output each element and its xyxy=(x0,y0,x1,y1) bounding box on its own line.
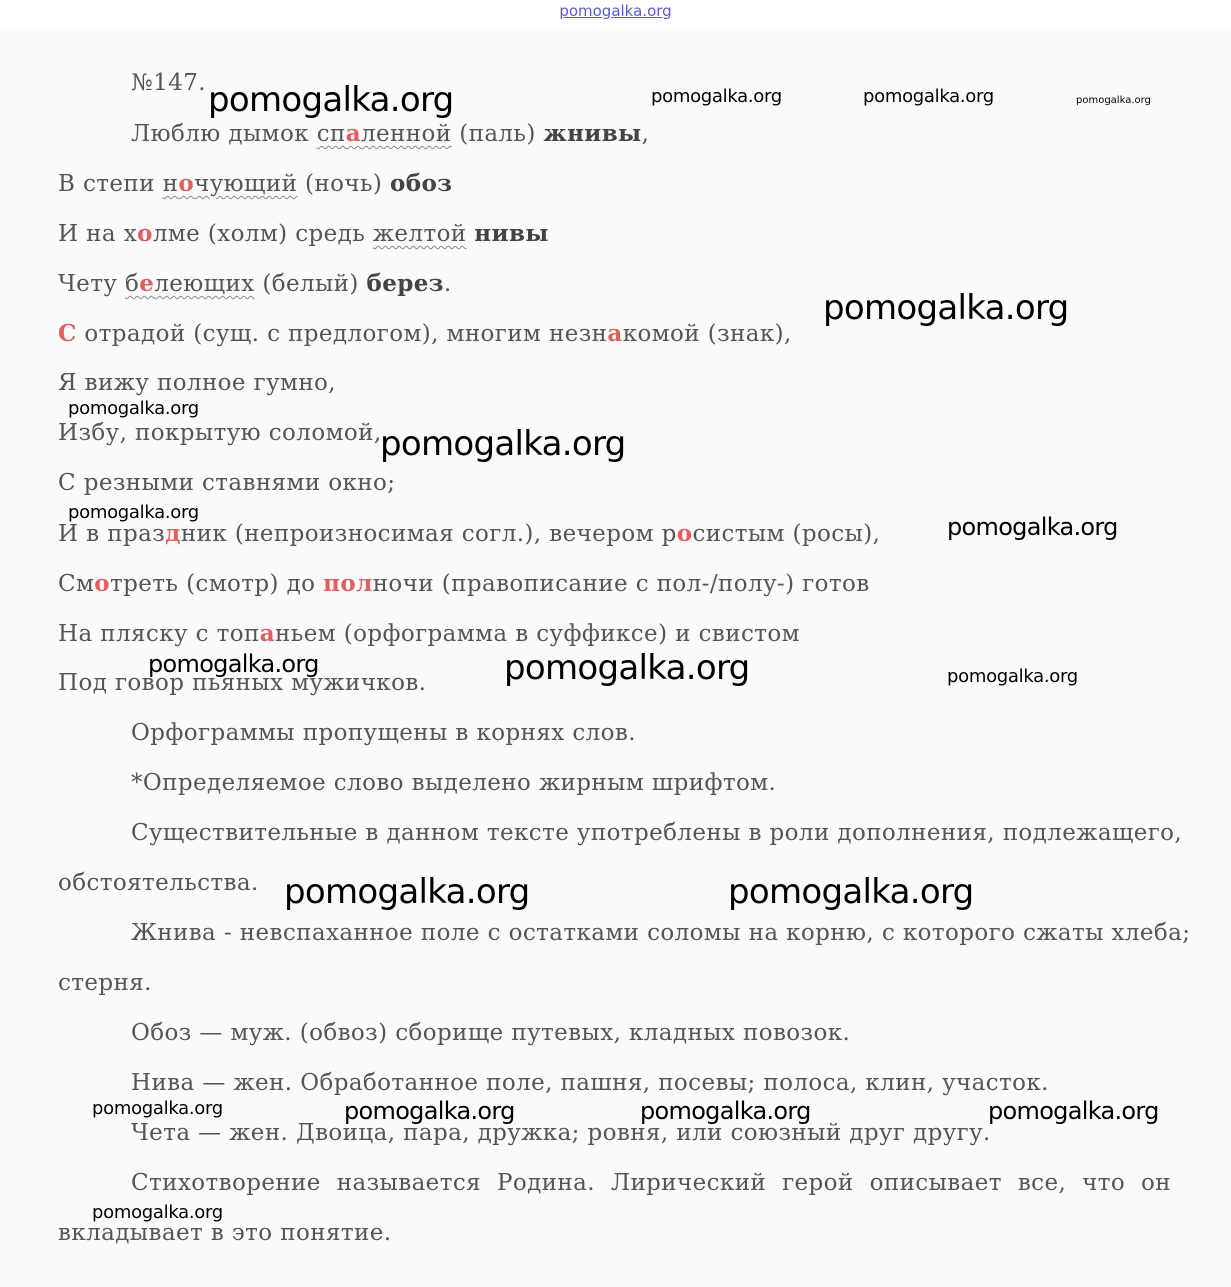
poem-line-6: Я вижу полное гумно, xyxy=(58,370,337,396)
defined-word: жнивы xyxy=(543,120,642,147)
note-niva: Нива — жен. Обработанное поле, пашня, посевы; полоса, клин, участок. xyxy=(131,1070,1049,1096)
watermark: pomogalka.org xyxy=(947,666,1078,687)
missing-letter: а xyxy=(607,320,623,347)
poem-line-4: Чету белеющих (белый) берез. xyxy=(58,270,452,297)
poem-line-1: Люблю дымок спаленной (паль) жнивы, xyxy=(131,120,650,147)
watermark: pomogalka.org xyxy=(504,648,750,688)
missing-letter: пол xyxy=(323,570,373,597)
site-link[interactable]: pomogalka.org xyxy=(559,2,672,20)
underlined-word: белеющих xyxy=(124,270,255,297)
underlined-word: спаленной xyxy=(316,120,452,147)
underlined-word: ночующий xyxy=(162,170,298,197)
note-zhniva-cont: стерня. xyxy=(58,970,152,996)
note-bold: *Определяемое слово выделено жирным шрифтом. xyxy=(131,770,777,796)
poem-line-5: С отрадой (сущ. с предлогом), многим незнакомой (знак), xyxy=(58,320,792,347)
missing-letter: С xyxy=(58,320,77,347)
note-oboz: Обоз — муж. (обвоз) сборище путевых, кладных повозок. xyxy=(131,1020,851,1046)
poem-line-10: Смотреть (смотр) до полночи (правописание с пол-/полу-) готов xyxy=(58,570,870,597)
watermark: pomogalka.org xyxy=(92,1098,223,1119)
watermark: pomogalka.org xyxy=(863,86,994,107)
watermark: pomogalka.org xyxy=(92,1202,223,1223)
watermark: pomogalka.org xyxy=(651,86,782,107)
watermark: pomogalka.org xyxy=(1076,95,1151,106)
note-conclusion-cont: вкладывает в это понятие. xyxy=(58,1220,392,1246)
poem-line-8: С резными ставнями окно; xyxy=(58,470,396,496)
note-nouns: Существительные в данном тексте употреблены в роли дополнения, подлежащего, xyxy=(131,820,1183,846)
missing-letter: д xyxy=(165,520,181,547)
exercise-number: №147. xyxy=(131,70,206,96)
watermark: pomogalka.org xyxy=(68,502,199,523)
poem-line-12: Под говор пьяных мужичков. xyxy=(58,670,427,696)
missing-letter: а xyxy=(345,120,362,147)
watermark: pomogalka.org xyxy=(988,1097,1159,1125)
watermark: pomogalka.org xyxy=(68,398,199,419)
underlined-word: желтой xyxy=(372,221,467,247)
watermark: pomogalka.org xyxy=(823,288,1069,328)
missing-letter: е xyxy=(139,270,155,297)
defined-word: обоз xyxy=(390,170,453,197)
watermark: pomogalka.org xyxy=(208,80,454,120)
missing-letter: а xyxy=(259,620,276,647)
watermark: pomogalka.org xyxy=(728,872,974,912)
poem-line-2: В степи ночующий (ночь) обоз xyxy=(58,170,453,197)
text: Люблю дымок xyxy=(131,121,317,147)
poem-line-9: И в праздник (непроизносимая согл.), вечером росистым (росы), xyxy=(58,520,881,547)
note-conclusion: Стихотворение называется Родина. Лирический герой описывает все, что он xyxy=(131,1170,1171,1196)
missing-letter: о xyxy=(94,570,111,597)
poem-line-3: И на холме (холм) средь желтой нивы xyxy=(58,220,549,247)
poem-line-11: На пляску с топаньем (орфограмма в суффиксе) и свистом xyxy=(58,620,800,647)
poem-line-7: Избу, покрытую соломой, xyxy=(58,420,382,446)
watermark: pomogalka.org xyxy=(640,1097,811,1125)
watermark: pomogalka.org xyxy=(148,650,319,678)
missing-letter: о xyxy=(178,170,195,197)
defined-word: берез xyxy=(366,270,444,297)
note-nouns-cont: обстоятельства. xyxy=(58,870,259,896)
defined-word: нивы xyxy=(474,220,549,247)
note-zhniva: Жнива - невспаханное поле с остатками соломы на корню, с которого сжаты хлеба; xyxy=(131,920,1191,946)
watermark: pomogalka.org xyxy=(344,1097,515,1125)
note-spelling: Орфограммы пропущены в корнях слов. xyxy=(131,720,636,746)
watermark: pomogalka.org xyxy=(284,872,530,912)
note-cheta: Чета — жен. Двоица, пара, дружка; ровня, или союзный друг другу. xyxy=(131,1120,991,1146)
missing-letter: о xyxy=(676,520,693,547)
watermark: pomogalka.org xyxy=(380,424,626,464)
missing-letter: о xyxy=(137,220,153,247)
watermark: pomogalka.org xyxy=(947,513,1118,541)
